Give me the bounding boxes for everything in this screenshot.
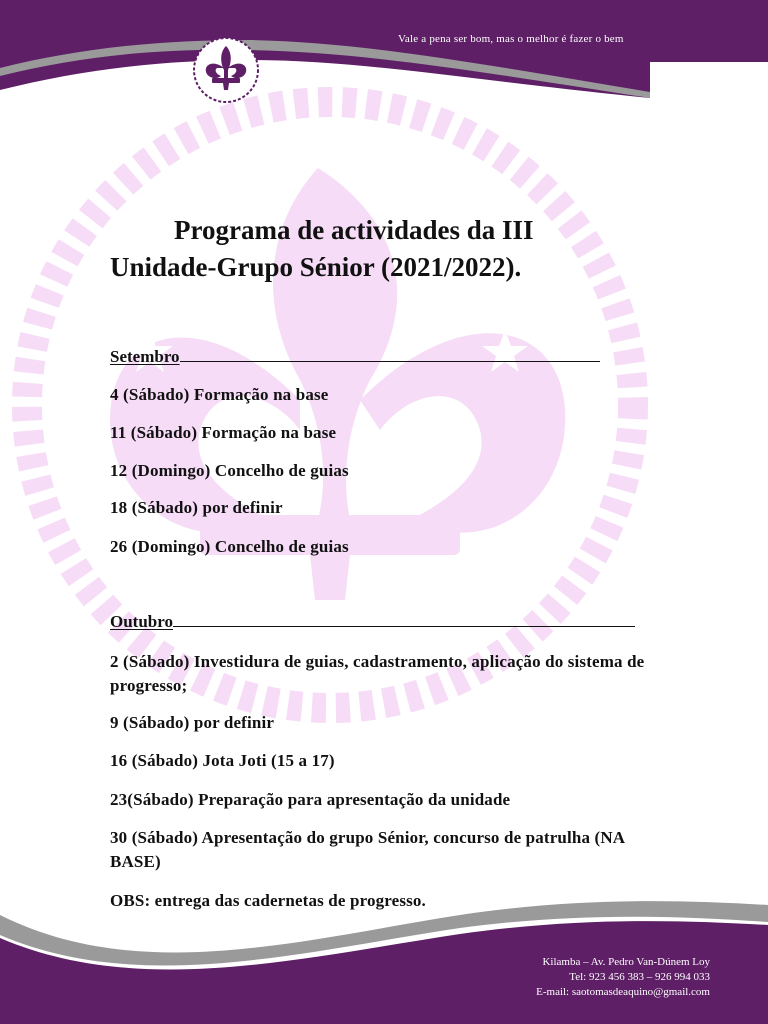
- list-item: 26 (Domingo) Concelho de guias: [110, 537, 349, 556]
- list-item: 16 (Sábado) Jota Joti (15 a 17): [110, 751, 335, 770]
- footer-contact: [536, 955, 710, 1000]
- list-item: 11 (Sábado) Formação na base: [110, 423, 337, 442]
- list-item: 23(Sábado) Preparação para apresentação da unidade: [110, 790, 511, 809]
- list-item: 30 (Sábado) Apresentação do grupo Sénior, concurso de patrulha (NA BASE): [110, 828, 625, 871]
- month-heading-setembro: Setembro: [110, 347, 600, 367]
- list-item: 4 (Sábado) Formação na base: [110, 385, 329, 404]
- list-item: 9 (Sábado) por definir: [110, 713, 275, 732]
- title-line-2: Unidade-Grupo Sénior (2021/2022).: [110, 252, 522, 282]
- list-item: 12 (Domingo) Concelho de guias: [110, 461, 349, 480]
- list-item: 18 (Sábado) por definir: [110, 498, 283, 517]
- title-line-1: Programa de actividades da III: [174, 215, 534, 245]
- footer-email: E-mail: saotomasdeaquino@gmail.com: [536, 986, 710, 998]
- document-title: [110, 212, 670, 286]
- observation-note: OBS: entrega das cadernetas de progresso.: [110, 891, 426, 910]
- footer-address: Kilamba – Av. Pedro Van-Dúnem Loy: [542, 956, 710, 968]
- month-heading-outubro: Outubro: [110, 612, 635, 632]
- footer-phone: Tel: 923 456 383 – 926 994 033: [569, 971, 710, 983]
- header-motto: Vale a pena ser bom, mas o melhor é fazer o bem: [398, 33, 624, 45]
- fleur-de-lis-scout-icon: [190, 34, 262, 106]
- list-item: 2 (Sábado) Investidura de guias, cadastramento, aplicação do sistema de progresso;: [110, 652, 645, 695]
